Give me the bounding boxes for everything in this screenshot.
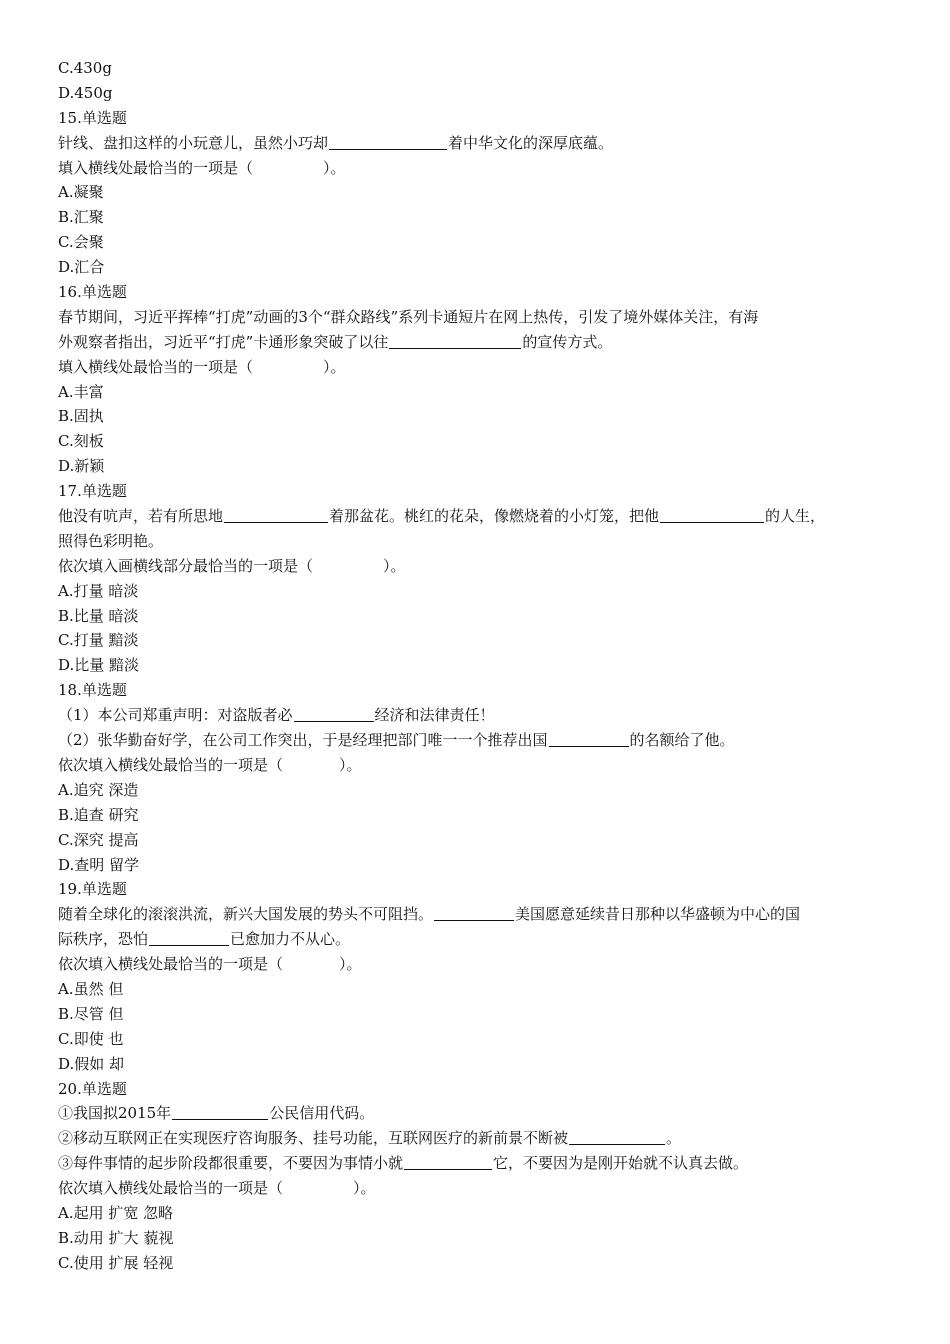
question-18-header: 18.单选题 [58, 681, 127, 700]
question-19-option-b: B.尽管 但 [58, 1004, 124, 1023]
question-19-stem-line1: 随着全球化的滚滚洪流，新兴大国发展的势头不可阻挡。 美国愿意延续昔日那种以华盛顿为中心的国 [58, 905, 801, 924]
question-16-header: 16.单选题 [58, 283, 127, 302]
question-17-option-b: B.比量 暗淡 [58, 606, 139, 625]
answer-blank [569, 1128, 665, 1145]
question-16-option-a: A.丰富 [58, 382, 104, 401]
question-15-stem: 针线、盘扣这样的小玩意儿，虽然小巧却 着中华文化的深厚底蕴。 [58, 133, 614, 152]
answer-blank [294, 705, 374, 722]
answer-blank [172, 1103, 268, 1120]
question-20-sentence3: ③每件事情的起步阶段都很重要，不要因为事情小就 它，不要因为是刚开始就不认真去做。 [58, 1154, 749, 1173]
question-20-option-b: B.动用 扩大 藐视 [58, 1228, 174, 1247]
question-20-prompt: 依次填入横线处最恰当的一项是（ ）。 [58, 1179, 376, 1198]
question-20-option-a: A.起用 扩宽 忽略 [58, 1203, 174, 1222]
question-17-prompt: 依次填入画横线部分最恰当的一项是（ ）。 [58, 556, 406, 575]
question-19-header: 19.单选题 [58, 880, 127, 899]
document-page [58, 56, 898, 1276]
question-16-option-c: C.刻板 [58, 432, 104, 451]
question-19-option-a: A.虽然 但 [58, 979, 124, 998]
question-17-stem-line2: 照得色彩明艳。 [58, 531, 164, 550]
question-18-option-a: A.追究 深造 [58, 780, 139, 799]
question-18-sentence2: （2）张华勤奋好学，在公司工作突出，于是经理把部门唯一一个推荐出国 的名额给了他。 [58, 731, 735, 750]
question-16-prompt: 填入横线处最恰当的一项是（ ）。 [58, 357, 346, 376]
answer-blank [549, 730, 629, 747]
question-15-option-c: C.会聚 [58, 233, 104, 252]
question-16-option-d: D.新颖 [58, 457, 105, 476]
question-17-stem-line1: 他没有吭声，若有所思地 着那盆花。桃红的花朵，像燃烧着的小灯笼，把他 的人生， [58, 507, 826, 526]
question-15-option-d: D.汇合 [58, 258, 105, 277]
answer-blank [434, 904, 514, 921]
question-15-header: 15.单选题 [58, 108, 127, 127]
question-18-option-c: C.深究 提高 [58, 830, 139, 849]
answer-blank [660, 506, 764, 523]
question-20-sentence2: ②移动互联网正在实现医疗咨询服务、挂号功能，互联网医疗的新前景不断被 。 [58, 1129, 682, 1148]
question-19-option-d: D.假如 却 [58, 1054, 125, 1073]
question-16-stem-line1: 春节期间，习近平挥棒“打虎”动画的3个“群众路线”系列卡通短片在网上热传，引发了境外媒体关注，有海 [58, 307, 759, 326]
question-15-prompt: 填入横线处最恰当的一项是（ ）。 [58, 158, 346, 177]
question-19-prompt: 依次填入横线处最恰当的一项是（ ）。 [58, 955, 362, 974]
question-17-header: 17.单选题 [58, 482, 127, 501]
question-18-option-b: B.追查 研究 [58, 805, 139, 824]
question-15-option-a: A.凝聚 [58, 183, 104, 202]
answer-blank [329, 133, 447, 150]
question-19-stem-line2: 际秩序，恐怕 已愈加力不从心。 [58, 930, 351, 949]
option-c-prev: C.430g [58, 59, 112, 77]
question-16-option-b: B.固执 [58, 407, 104, 426]
question-19-option-c: C.即使 也 [58, 1029, 124, 1048]
question-20-option-c: C.使用 扩展 轻视 [58, 1253, 174, 1272]
question-16-stem-line2: 外观察者指出，习近平“打虎”卡通形象突破了以往 的宣传方式。 [58, 332, 613, 351]
answer-blank [149, 929, 229, 946]
question-18-option-d: D.查明 留学 [58, 855, 140, 874]
question-18-sentence1: （1）本公司郑重声明：对盗版者必 经济和法律责任！ [58, 706, 495, 725]
question-15-option-b: B.汇聚 [58, 208, 104, 227]
question-20-header: 20.单选题 [58, 1079, 127, 1098]
question-17-option-d: D.比量 黯淡 [58, 656, 140, 675]
question-20-sentence1: ①我国拟2015年 公民信用代码。 [58, 1104, 375, 1123]
question-17-option-a: A.打量 暗淡 [58, 581, 139, 600]
question-17-option-c: C.打量 黯淡 [58, 631, 139, 650]
question-18-prompt: 依次填入横线处最恰当的一项是（ ）。 [58, 755, 362, 774]
option-d-prev: D.450g [58, 83, 113, 102]
answer-blank [224, 506, 328, 523]
answer-blank [404, 1153, 492, 1170]
answer-blank [389, 332, 521, 349]
